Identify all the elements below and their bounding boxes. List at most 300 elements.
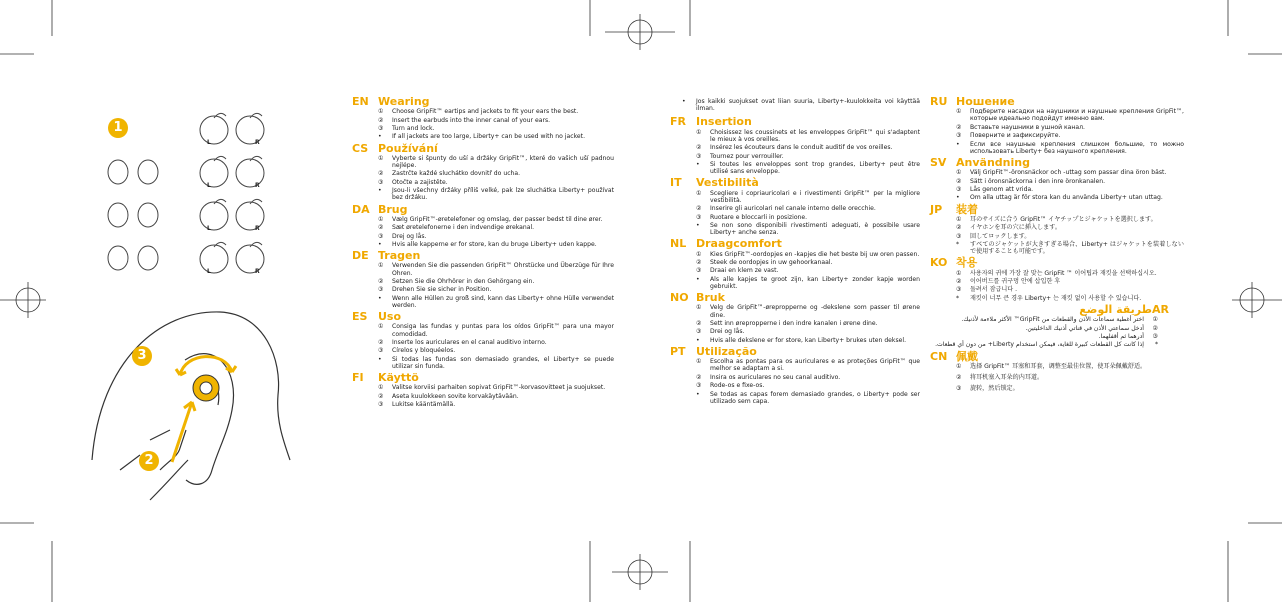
step-item: [956, 132, 1184, 139]
step-item: [956, 233, 1184, 240]
step-number: ③: [378, 286, 384, 294]
step-text: Velg de GripFit™-ørepropperne og -dekslene som passer til ørene dine.: [710, 304, 920, 319]
section-title: Vestibilità: [696, 176, 759, 190]
step-item: [696, 153, 920, 160]
step-number: ①: [696, 189, 702, 197]
step-number: ①: [378, 323, 384, 331]
insert-arrow: [172, 402, 195, 462]
language-code: SV: [930, 155, 947, 169]
language-section: [670, 115, 920, 176]
language-code: EN: [352, 95, 369, 108]
step-item: [696, 320, 920, 327]
section-header: [670, 176, 920, 190]
step-item: [956, 363, 1184, 370]
step-text: Steek de oordopjes in uw gehoorkanaal.: [710, 258, 833, 266]
step-1-badge: 1: [108, 118, 128, 138]
step-item: [378, 393, 614, 400]
step-number: ②: [696, 144, 702, 152]
language-section: [352, 371, 614, 409]
language-code: KO: [930, 256, 948, 270]
step-text: Insira os auriculares no seu canal auditivo.: [710, 373, 841, 381]
step-text: Si todas las fundas son demasiado grandes, el Liberty+ se puede utilizar sin funda.: [392, 355, 614, 370]
step-text: Si toutes les enveloppes sont trop grandes, Liberty+ peut être utilisé sans enveloppe.: [710, 160, 920, 176]
step-text: 재킷이 너무 큰 경우 Liberty+ 는 재킷 없이 사용할 수 있습니다.: [970, 294, 1142, 302]
step-number: ③: [956, 232, 962, 240]
step-item: [696, 259, 920, 266]
language-section: [352, 95, 614, 141]
section-header: [352, 310, 614, 324]
step-number: ②: [696, 373, 702, 381]
step-list: [930, 169, 1184, 201]
step-text: 사용자의 귀에 가장 잘 맞는 GripFit ™ 이어팁과 재킷을 선택하십시오.: [970, 269, 1157, 277]
step-text: Choose GripFit™ eartips and jackets to fit your ears the best.: [392, 108, 579, 116]
right-marker: R: [255, 139, 260, 146]
section-header: [930, 95, 1184, 108]
step-number: ②: [696, 205, 702, 213]
step-number: ③: [956, 286, 962, 294]
step-number: ③: [956, 385, 962, 393]
step-text: 将耳机塞入耳朵的内耳道。: [970, 373, 1044, 381]
step-list: [670, 129, 920, 176]
section-title: Wearing: [378, 95, 430, 108]
step-list: [352, 262, 614, 309]
step-item: [956, 141, 1184, 155]
step-text: Lås genom att vrida.: [970, 185, 1034, 193]
step-item: [956, 186, 1184, 193]
step-item: [956, 295, 1184, 302]
step-list: [352, 216, 614, 248]
step-item: [378, 108, 614, 115]
step-list: [352, 323, 614, 370]
step-number: ①: [696, 250, 702, 258]
language-code: AR: [1152, 302, 1169, 316]
step-number: ①: [956, 215, 962, 223]
step-number: ②: [956, 123, 962, 131]
step-item: [930, 325, 1158, 332]
step-number: •: [682, 98, 686, 105]
section-header: [352, 371, 614, 385]
section-title: Bruk: [696, 291, 725, 305]
right-marker: R: [255, 268, 260, 275]
step-number: ③: [1152, 332, 1158, 340]
left-marker: L: [207, 225, 211, 232]
step-text: 回してロックします。: [970, 232, 1031, 240]
step-text: 耳のサイズに合う GripFit™ イヤチップとジャケットを選択します。: [970, 215, 1157, 223]
section-header: [930, 256, 1184, 270]
step-number: ②: [956, 224, 962, 232]
step-number: •: [696, 390, 700, 398]
step-text: Insérez les écouteurs dans le conduit auditif de vos oreilles.: [710, 144, 893, 152]
language-code: ES: [352, 310, 368, 324]
language-code: IT: [670, 176, 682, 190]
section-header: [352, 249, 614, 263]
step-item: [378, 384, 614, 391]
step-item: [378, 323, 614, 337]
step-number: *: [1154, 341, 1158, 349]
step-item: [956, 224, 1184, 231]
step-text: Sæt øretelefonerne i den indvendige ørekanal.: [392, 224, 535, 232]
language-code: NL: [670, 237, 687, 251]
step-item: [956, 270, 1184, 277]
section-header: [930, 302, 1184, 316]
language-code: PT: [670, 344, 686, 358]
step-text: Drehen Sie sie sicher in Position.: [392, 286, 492, 294]
earbud-in-ear: [193, 375, 219, 401]
lead-note: [670, 98, 920, 112]
step-list: [670, 190, 920, 237]
step-text: Se non sono disponibili rivestimenti adeguati, è possibile usare Liberty+ anche senza.: [710, 221, 920, 237]
language-section: [930, 202, 1184, 256]
eartip-row-3: [108, 246, 158, 270]
language-section: [930, 349, 1184, 393]
step-text: 选择 GripFit™ 耳塞和耳套，调整至最佳位置，使耳朵佩戴舒适。: [970, 362, 1147, 370]
step-list: [930, 316, 1184, 348]
step-item: [682, 98, 920, 112]
step-list: [930, 216, 1184, 256]
section-header: [352, 141, 614, 155]
step-text: Draai en klem ze vast.: [710, 267, 779, 275]
step-item: [696, 214, 920, 221]
step-number: ①: [378, 262, 384, 270]
language-section: [930, 256, 1184, 302]
step-2-badge: 2: [139, 451, 159, 471]
section-header: [670, 237, 920, 251]
step-number: ②: [1152, 324, 1158, 332]
step-number: ②: [378, 338, 384, 346]
step-item: [378, 339, 614, 346]
step-number: ②: [956, 277, 962, 285]
step-item: [696, 337, 920, 344]
step-number: ③: [696, 328, 702, 336]
step-item: [378, 117, 614, 124]
step-item: [378, 155, 614, 169]
step-text: Turn and lock.: [392, 124, 435, 132]
eartip-row-1: [108, 160, 158, 184]
step-text: Consiga las fundas y puntas para los oídos GripFit™ para una mayor comodidad.: [392, 323, 614, 338]
step-text: Se todas as capas forem demasiado grandes, o Liberty+ pode ser utilizado sem capa.: [710, 390, 920, 405]
step-text: أدخل سماعتي الأذن في قناتي أذنيك الداخليتين.: [1025, 324, 1144, 332]
eartip-size-grid: [108, 160, 158, 270]
step-list: [670, 304, 920, 344]
step-text: Lukitse kääntämällä.: [392, 401, 456, 409]
section-title: Användning: [956, 155, 1030, 169]
step-item: [956, 385, 1184, 392]
step-text: Вставьте наушники в ушной канал.: [970, 123, 1085, 131]
step-number: ①: [696, 304, 702, 312]
step-number: ③: [378, 347, 384, 355]
section-title: Uso: [378, 310, 402, 324]
step-number: •: [696, 160, 700, 168]
step-number: ③: [378, 232, 384, 240]
step-list: [352, 384, 614, 408]
step-item: [956, 286, 1184, 293]
step-text: すべてのジャケットが大きすぎる場合、Liberty+ はジャケットを装着しないで使用することも可能です。: [970, 240, 1184, 256]
language-section: [670, 291, 920, 344]
step-list: [352, 108, 614, 140]
step-list: [670, 251, 920, 291]
step-text: Vyberte si špunty do uší a držáky GripFit™, které do vašich uší padnou nejlépe.: [392, 154, 614, 169]
step-text: Hvis alle kapperne er for store, kan du bruge Liberty+ uden kappe.: [392, 240, 597, 248]
step-item: [696, 358, 920, 372]
step-text: Círelos y bloquéelos.: [392, 347, 456, 355]
step-text: Jsou-li všechny držáky příliš velké, pak lze sluchátka Liberty+ používat bez držáku.: [392, 187, 614, 202]
section-title: Käyttö: [378, 371, 419, 385]
language-code: DA: [352, 202, 370, 216]
language-code: CS: [352, 141, 369, 155]
section-title: 佩戴: [956, 349, 978, 363]
step-number: ①: [956, 269, 962, 277]
step-number: ②: [378, 170, 384, 178]
step-text: Als alle kapjes te groot zijn, kan Liberty+ zonder kapje worden gebruikt.: [710, 275, 920, 290]
step-number: •: [696, 275, 700, 283]
step-number: •: [378, 133, 382, 141]
step-number: ③: [378, 178, 384, 186]
section-header: [930, 202, 1184, 216]
step-item: [696, 382, 920, 389]
step-number: •: [696, 336, 700, 344]
section-header: [670, 115, 920, 129]
step-number: ②: [378, 277, 384, 285]
step-list: [352, 155, 614, 202]
left-marker: L: [207, 268, 211, 275]
step-item: [696, 267, 920, 274]
step-item: [378, 170, 614, 177]
step-number: ②: [956, 177, 962, 185]
step-text: Rode-os e fixe-os.: [710, 382, 765, 390]
step-number: ①: [378, 108, 384, 116]
step-number: ③: [696, 213, 702, 221]
step-text: Setzen Sie die Ohrhörer in den Gehörgang ein.: [392, 277, 535, 285]
step-number: ③: [956, 185, 962, 193]
step-list: [930, 363, 1184, 393]
step-item: [696, 328, 920, 335]
step-item: [696, 144, 920, 151]
section-title: Brug: [378, 202, 408, 216]
step-item: [378, 262, 614, 276]
step-item: [378, 224, 614, 231]
step-text: Jos kaikki suojukset ovat liian suuria, Liberty+-kuulokkeita voi käyttää ilman.: [696, 98, 920, 113]
step-item: [956, 178, 1184, 185]
step-item: [378, 187, 614, 201]
language-section: [352, 310, 614, 370]
step-text: Aseta kuulokkeen sovite korvakäytävään.: [392, 392, 519, 400]
step-item: [956, 169, 1184, 176]
step-text: Подберите насадки на наушники и наушные крепления GripFit™, которые идеально подойдут именно вам.: [970, 108, 1184, 123]
step-text: Insert the earbuds into the inner canal of your ears.: [392, 116, 551, 124]
step-item: [378, 125, 614, 132]
step-item: [696, 205, 920, 212]
step-item: [378, 216, 614, 223]
step-number: ①: [696, 128, 702, 136]
section-title: 착용: [956, 256, 978, 270]
step-number: ②: [696, 258, 702, 266]
step-list: [670, 358, 920, 405]
step-3-badge: 3: [132, 346, 152, 366]
step-number: *: [956, 294, 960, 302]
section-title: 装着: [956, 202, 978, 216]
section-title: Ношение: [956, 95, 1015, 108]
step-list: [930, 270, 1184, 302]
language-code: JP: [930, 202, 943, 216]
step-text: Valitse korviisi parhaiten sopivat GripFit™-korvasovitteet ja suojukset.: [392, 384, 606, 392]
step-item: [696, 129, 920, 143]
section-header: [670, 291, 920, 305]
language-code: FI: [352, 371, 364, 385]
left-marker: L: [207, 139, 211, 146]
step-item: [378, 278, 614, 285]
step-item: [378, 286, 614, 293]
step-text: Inserire gli auricolari nel canale interno delle orecchie.: [710, 205, 876, 213]
step-text: Inserte los auriculares en el canal auditivo interno.: [392, 338, 547, 346]
section-title: Tragen: [378, 249, 421, 263]
step-text: Drej og lås.: [392, 232, 427, 240]
instructions-column-1: [352, 95, 614, 412]
step-item: [956, 374, 1184, 381]
step-text: Sätt i öronsnäckorna i den inre öronkanalen.: [970, 177, 1106, 185]
instructions-column-2: [670, 98, 920, 409]
step-text: 돌려서 잠급니다 .: [970, 286, 1018, 294]
step-text: Sett inn ørepropperne i den indre kanalen i ørene dine.: [710, 319, 878, 327]
step-item: [956, 216, 1184, 223]
section-header: [352, 95, 614, 108]
step-text: Välj GripFit™-öronsnäckor och -uttag som passar dina öron bäst.: [970, 169, 1167, 177]
step-item: [378, 295, 614, 309]
step-text: 이어버드를 귀구멍 안에 삽입한 후: [970, 277, 1061, 285]
language-section: [670, 344, 920, 405]
step-item: [696, 161, 920, 175]
step-number: ③: [696, 267, 702, 275]
step-text: Escolha as pontas para os auriculares e as proteções GripFit™ que melhor se adaptam a si.: [710, 358, 920, 373]
section-header: [930, 349, 1184, 363]
step-text: Tournez pour verrouiller.: [710, 152, 784, 160]
language-code: RU: [930, 95, 948, 108]
step-item: [956, 124, 1184, 131]
step-text: Otočte a zajistěte.: [392, 178, 448, 186]
step-number: ③: [696, 382, 702, 390]
step-text: Vælg GripFit™-øretelefoner og omslag, der passer bedst til dine ører.: [392, 215, 603, 223]
step-item: [378, 401, 614, 408]
step-list: [930, 108, 1184, 155]
step-number: *: [956, 240, 960, 248]
step-number: •: [378, 240, 382, 248]
language-code: NO: [670, 291, 689, 305]
step-number: •: [378, 294, 382, 302]
step-item: [696, 391, 920, 405]
step-number: ①: [378, 154, 384, 162]
step-item: [696, 251, 920, 258]
step-number: ①: [696, 358, 702, 366]
step-text: اختر أغطية سماعات الأذن والقطعات من GripFit™ الأكثر ملاءمة لأذنيك.: [961, 316, 1144, 324]
step-number: ①: [378, 384, 384, 392]
step-text: 旋转，然后锁定。: [970, 385, 1019, 393]
section-title: طريقة الوضع: [1079, 302, 1152, 316]
step-item: [696, 276, 920, 290]
step-item: [378, 347, 614, 354]
left-marker: L: [207, 182, 211, 189]
section-header: [352, 202, 614, 216]
step-item: [696, 222, 920, 236]
step-text: Zastrčte každé sluchátko dovnitř do ucha.: [392, 170, 521, 178]
right-marker: R: [255, 225, 260, 232]
step-number: ①: [1152, 316, 1158, 324]
step-number: ③: [378, 401, 384, 409]
step-item: [930, 316, 1158, 323]
step-item: [696, 304, 920, 318]
step-item: [956, 241, 1184, 255]
section-title: Utilização: [696, 344, 757, 358]
language-code: DE: [352, 249, 369, 263]
step-text: إذا كانت كل القطعات كبيرة للغاية، فيمكن استخدام Liberty+ من دون أي قطعات.: [935, 341, 1144, 349]
language-section: [930, 302, 1184, 349]
section-title: Draagcomfort: [696, 237, 782, 251]
step-text: Wenn alle Hüllen zu groß sind, kann das Liberty+ ohne Hülle verwendet werden.: [392, 294, 614, 309]
step-number: •: [378, 355, 382, 363]
step-text: Поверните и зафиксируйте.: [970, 132, 1061, 140]
step-number: ②: [378, 116, 384, 124]
step-item: [956, 108, 1184, 122]
step-number: ②: [696, 319, 702, 327]
section-header: [670, 344, 920, 358]
step-text: If all jackets are too large, Liberty+ can be used with no jacket.: [392, 133, 586, 141]
language-section: [352, 141, 614, 202]
right-marker: R: [255, 182, 260, 189]
step-number: •: [378, 187, 382, 195]
step-number: ②: [378, 224, 384, 232]
step-item: [378, 356, 614, 370]
step-text: Kies GripFit™-oordopjes en -kapjes die het beste bij uw oren passen.: [710, 250, 920, 258]
step-text: Choisissez les coussinets et les enveloppes GripFit™ qui s'adaptent le mieux à vos oreilles.: [710, 128, 920, 143]
step-text: Если все наушные крепления слишком большие, то можно использовать Liberty+ без наушного крепления.: [970, 140, 1184, 155]
step-number: ②: [378, 392, 384, 400]
step-item: [930, 341, 1158, 348]
language-code: CN: [930, 349, 948, 363]
step-item: [378, 233, 614, 240]
language-code: FR: [670, 115, 686, 129]
step-item: [956, 278, 1184, 285]
language-section: [352, 249, 614, 309]
step-text: イヤホンを耳の穴に挿入します。: [970, 224, 1061, 232]
instructions-column-3: [930, 95, 1184, 396]
section-header: [930, 155, 1184, 169]
section-title: Insertion: [696, 115, 752, 129]
step-item: [696, 374, 920, 381]
step-number: ②: [956, 373, 962, 381]
step-text: أدرهما ثم أقفلهما.: [1098, 332, 1144, 340]
step-number: ③: [956, 132, 962, 140]
step-item: [378, 179, 614, 186]
step-item: [930, 333, 1158, 340]
step-number: ①: [378, 215, 384, 223]
step-text: Om alla uttag är för stora kan du använda Liberty+ utan uttag.: [970, 194, 1163, 202]
step-item: [378, 241, 614, 248]
step-item: [956, 194, 1184, 201]
language-section: [670, 176, 920, 237]
step-text: Verwenden Sie die passenden GripFit™ Ohrstücke und Überzüge für Ihre Ohren.: [392, 262, 614, 277]
eartip-row-2: [108, 203, 158, 227]
step-item: [378, 133, 614, 140]
language-section: [930, 155, 1184, 202]
step-number: •: [956, 140, 960, 148]
jacket-grid: [200, 113, 264, 273]
language-section: [352, 202, 614, 249]
section-title: Používání: [378, 141, 438, 155]
step-item: [696, 190, 920, 204]
step-text: Drei og lås.: [710, 328, 745, 336]
step-number: ①: [956, 169, 962, 177]
step-number: •: [696, 221, 700, 229]
language-section: [930, 95, 1184, 155]
step-number: ③: [378, 124, 384, 132]
